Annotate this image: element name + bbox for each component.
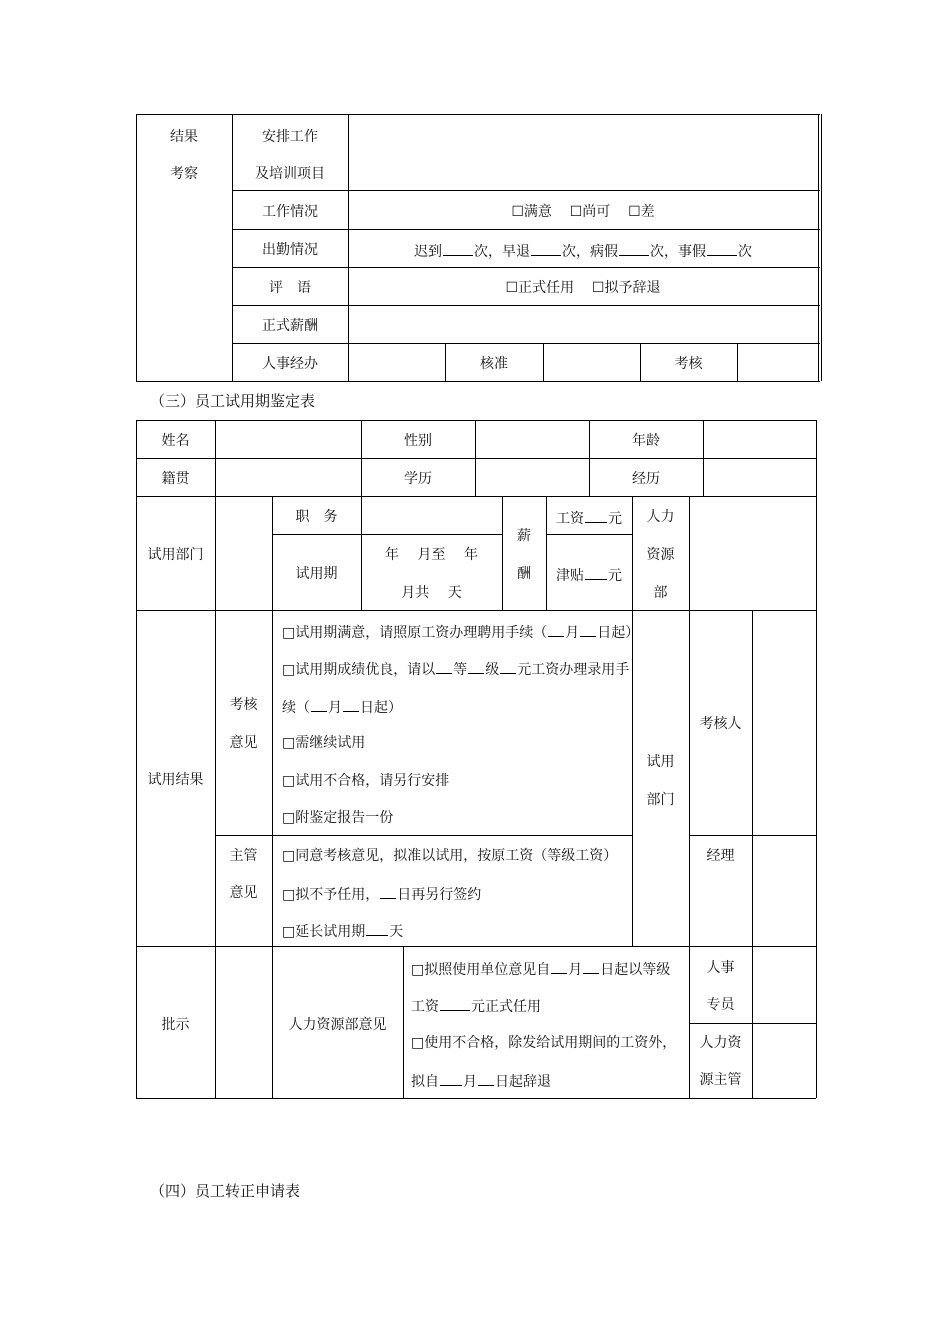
days-field[interactable] [366, 923, 388, 936]
days-text: 天 [389, 924, 404, 940]
hr-staff-line2: 专员 [706, 997, 735, 1013]
wage-text: 工资 [411, 999, 439, 1015]
day-field[interactable] [478, 1073, 494, 1086]
hr-option-2-cont [411, 1073, 551, 1089]
month-field[interactable] [551, 961, 567, 974]
allowance-unit: 元 [608, 568, 622, 584]
level-field[interactable] [468, 661, 484, 674]
month-text: 月 [565, 625, 580, 641]
formal-salary-label: 正式薪酬 [262, 318, 318, 334]
salary-char1: 薪 [517, 528, 531, 544]
hr-dept-line3: 部 [653, 585, 668, 601]
review-label: 考核 [674, 356, 703, 372]
manager-label: 经理 [706, 848, 735, 864]
personal-leave-count-field[interactable] [707, 243, 737, 256]
from-text: 拟自 [411, 1074, 439, 1090]
hr-dept-line1: 人力 [646, 509, 675, 525]
assess-option-5[interactable]: □附鉴定报告一份 [282, 810, 394, 826]
early-leave-text: 次，早退 [474, 244, 530, 260]
day-field[interactable] [343, 699, 359, 712]
assess-option-2-cont [282, 699, 402, 715]
assess-option-3[interactable]: □需继续试用 [282, 735, 366, 751]
option-dismiss: 拟予辞退 [604, 280, 661, 296]
month-text: 月 [568, 962, 583, 978]
hr-head-line1: 人力资 [699, 1035, 742, 1051]
assessor-label: 考核人 [699, 716, 742, 732]
late-count-field[interactable] [443, 243, 473, 256]
gender-label: 性别 [404, 433, 432, 449]
wage-field [546, 510, 632, 526]
hr-dept-line2: 资源 [646, 547, 675, 563]
trial-dept-line2: 部门 [646, 792, 675, 808]
amount-field[interactable] [440, 998, 470, 1011]
late-text: 迟到 [414, 244, 442, 260]
day-field[interactable] [380, 886, 396, 899]
hr-option-1[interactable] [411, 961, 670, 977]
supervisor-option-1[interactable]: □同意考核意见，拟准以试用，按原工资（等级工资） [282, 848, 618, 864]
allowance-amount-field[interactable] [585, 567, 607, 580]
early-leave-count-field[interactable] [531, 243, 561, 256]
day-text: 日起以等级 [600, 962, 671, 978]
month-text: 月 [328, 700, 342, 716]
instruction-label: 批示 [161, 1017, 190, 1033]
assess-option-1[interactable] [282, 624, 639, 640]
day-field[interactable] [580, 624, 596, 637]
training-label-line2: 及培训项目 [255, 166, 325, 182]
checkbox-icon[interactable]: ☐ [511, 204, 524, 220]
month-field[interactable] [440, 1073, 462, 1086]
assess-option-4[interactable]: □试用不合格，请另行安排 [282, 773, 450, 789]
approve-label: 核准 [480, 356, 508, 372]
amount-text: 元工资办理录用手 [517, 662, 630, 678]
attendance-label: 出勤情况 [262, 242, 318, 258]
name-label: 姓名 [161, 433, 190, 449]
allowance-label: 津贴 [556, 568, 584, 584]
checkbox-icon[interactable]: ☐ [569, 204, 583, 220]
assess-opinion-line2: 意见 [229, 735, 258, 751]
amount-field[interactable] [500, 661, 516, 674]
day-text: 日起） [597, 625, 640, 641]
position-label: 职 务 [295, 509, 338, 525]
supervisor-opinion-line1: 主管 [229, 848, 258, 864]
hr-option-2[interactable]: □使用不合格，除发给试用期间的工资外， [411, 1035, 677, 1051]
hr-staff-line1: 人事 [706, 960, 735, 976]
work-status-label: 工作情况 [262, 204, 318, 220]
education-label: 学历 [404, 471, 432, 487]
comment-options [348, 281, 818, 295]
supervisor-option-2[interactable] [282, 886, 481, 902]
section3-title: （三）员工试用期鉴定表 [150, 392, 316, 410]
month-field[interactable] [311, 699, 327, 712]
assess-opinion-line1: 考核 [229, 697, 258, 713]
supervisor-opinion-line2: 意见 [229, 885, 258, 901]
work-status-options [348, 205, 818, 219]
formal-hire-text: 元正式任用 [471, 999, 541, 1015]
result-label-line2: 考察 [170, 166, 198, 182]
times-text: 次 [738, 244, 752, 260]
trial-period-line2: 月共 天 [401, 585, 462, 601]
hr-opinion-label: 人力资源部意见 [288, 1017, 387, 1033]
sick-leave-count-field[interactable] [619, 243, 649, 256]
trial-period-label: 试用期 [295, 566, 338, 582]
level-text: 级 [485, 662, 500, 678]
checkbox-icon[interactable]: ☐ [591, 280, 605, 296]
checkbox-icon[interactable]: ☐ [628, 204, 641, 220]
month-field[interactable] [548, 624, 564, 637]
salary-char2: 酬 [517, 566, 531, 582]
cont-text: 续（ [282, 700, 310, 716]
experience-label: 经历 [632, 471, 660, 487]
section4-title: （四）员工转正申请表 [150, 1182, 301, 1200]
hr-option-1-cont [411, 998, 541, 1014]
option-poor: 差 [640, 204, 655, 220]
wage-amount-field[interactable] [585, 510, 607, 523]
trial-period-line1: 年 月至 年 [385, 547, 478, 563]
allowance-field [546, 567, 632, 583]
assess-option-1-text: □试用期满意，请照原工资办理聘用手续（ [282, 625, 548, 641]
day-field[interactable] [583, 961, 599, 974]
trial-dept-label: 试用部门 [147, 547, 204, 563]
dismiss-text: 日起辞退 [495, 1074, 551, 1090]
day-text: 日起） [360, 700, 402, 716]
day-text: 日再另行签约 [397, 887, 482, 903]
supervisor-option-3[interactable] [282, 923, 403, 939]
origin-label: 籍贯 [161, 471, 190, 487]
personal-leave-text: 次，事假 [650, 244, 706, 260]
result-label-line1: 结果 [170, 129, 198, 145]
trial-result-label: 试用结果 [147, 772, 204, 788]
supervisor-option-3-text: □延长试用期 [282, 924, 366, 940]
age-label: 年龄 [632, 433, 660, 449]
checkbox-icon[interactable]: ☐ [505, 280, 519, 296]
hr-head-line2: 源主管 [699, 1072, 742, 1088]
assess-option-2-text: □试用期成绩优良，请以 [282, 662, 436, 678]
option-satisfied: 满意 [523, 204, 552, 220]
option-acceptable: 尚可 [582, 204, 611, 220]
grade-text: 等 [453, 662, 468, 678]
trial-dept-line1: 试用 [646, 754, 675, 770]
sick-leave-text: 次，病假 [562, 244, 618, 260]
wage-unit: 元 [608, 511, 622, 527]
hr-handler-label: 人事经办 [262, 356, 318, 372]
wage-label: 工资 [556, 511, 584, 527]
month-text: 月 [463, 1074, 477, 1090]
option-formal-hire: 正式任用 [518, 280, 575, 296]
comment-label: 评 语 [269, 280, 311, 296]
grade-field[interactable] [436, 661, 452, 674]
supervisor-option-2-text: □拟不予任用， [282, 887, 380, 903]
training-label-line1: 安排工作 [262, 129, 318, 145]
attendance-fields [348, 243, 818, 259]
hr-option-1-text: □拟照使用单位意见自 [411, 962, 551, 978]
assess-option-2[interactable] [282, 661, 629, 677]
